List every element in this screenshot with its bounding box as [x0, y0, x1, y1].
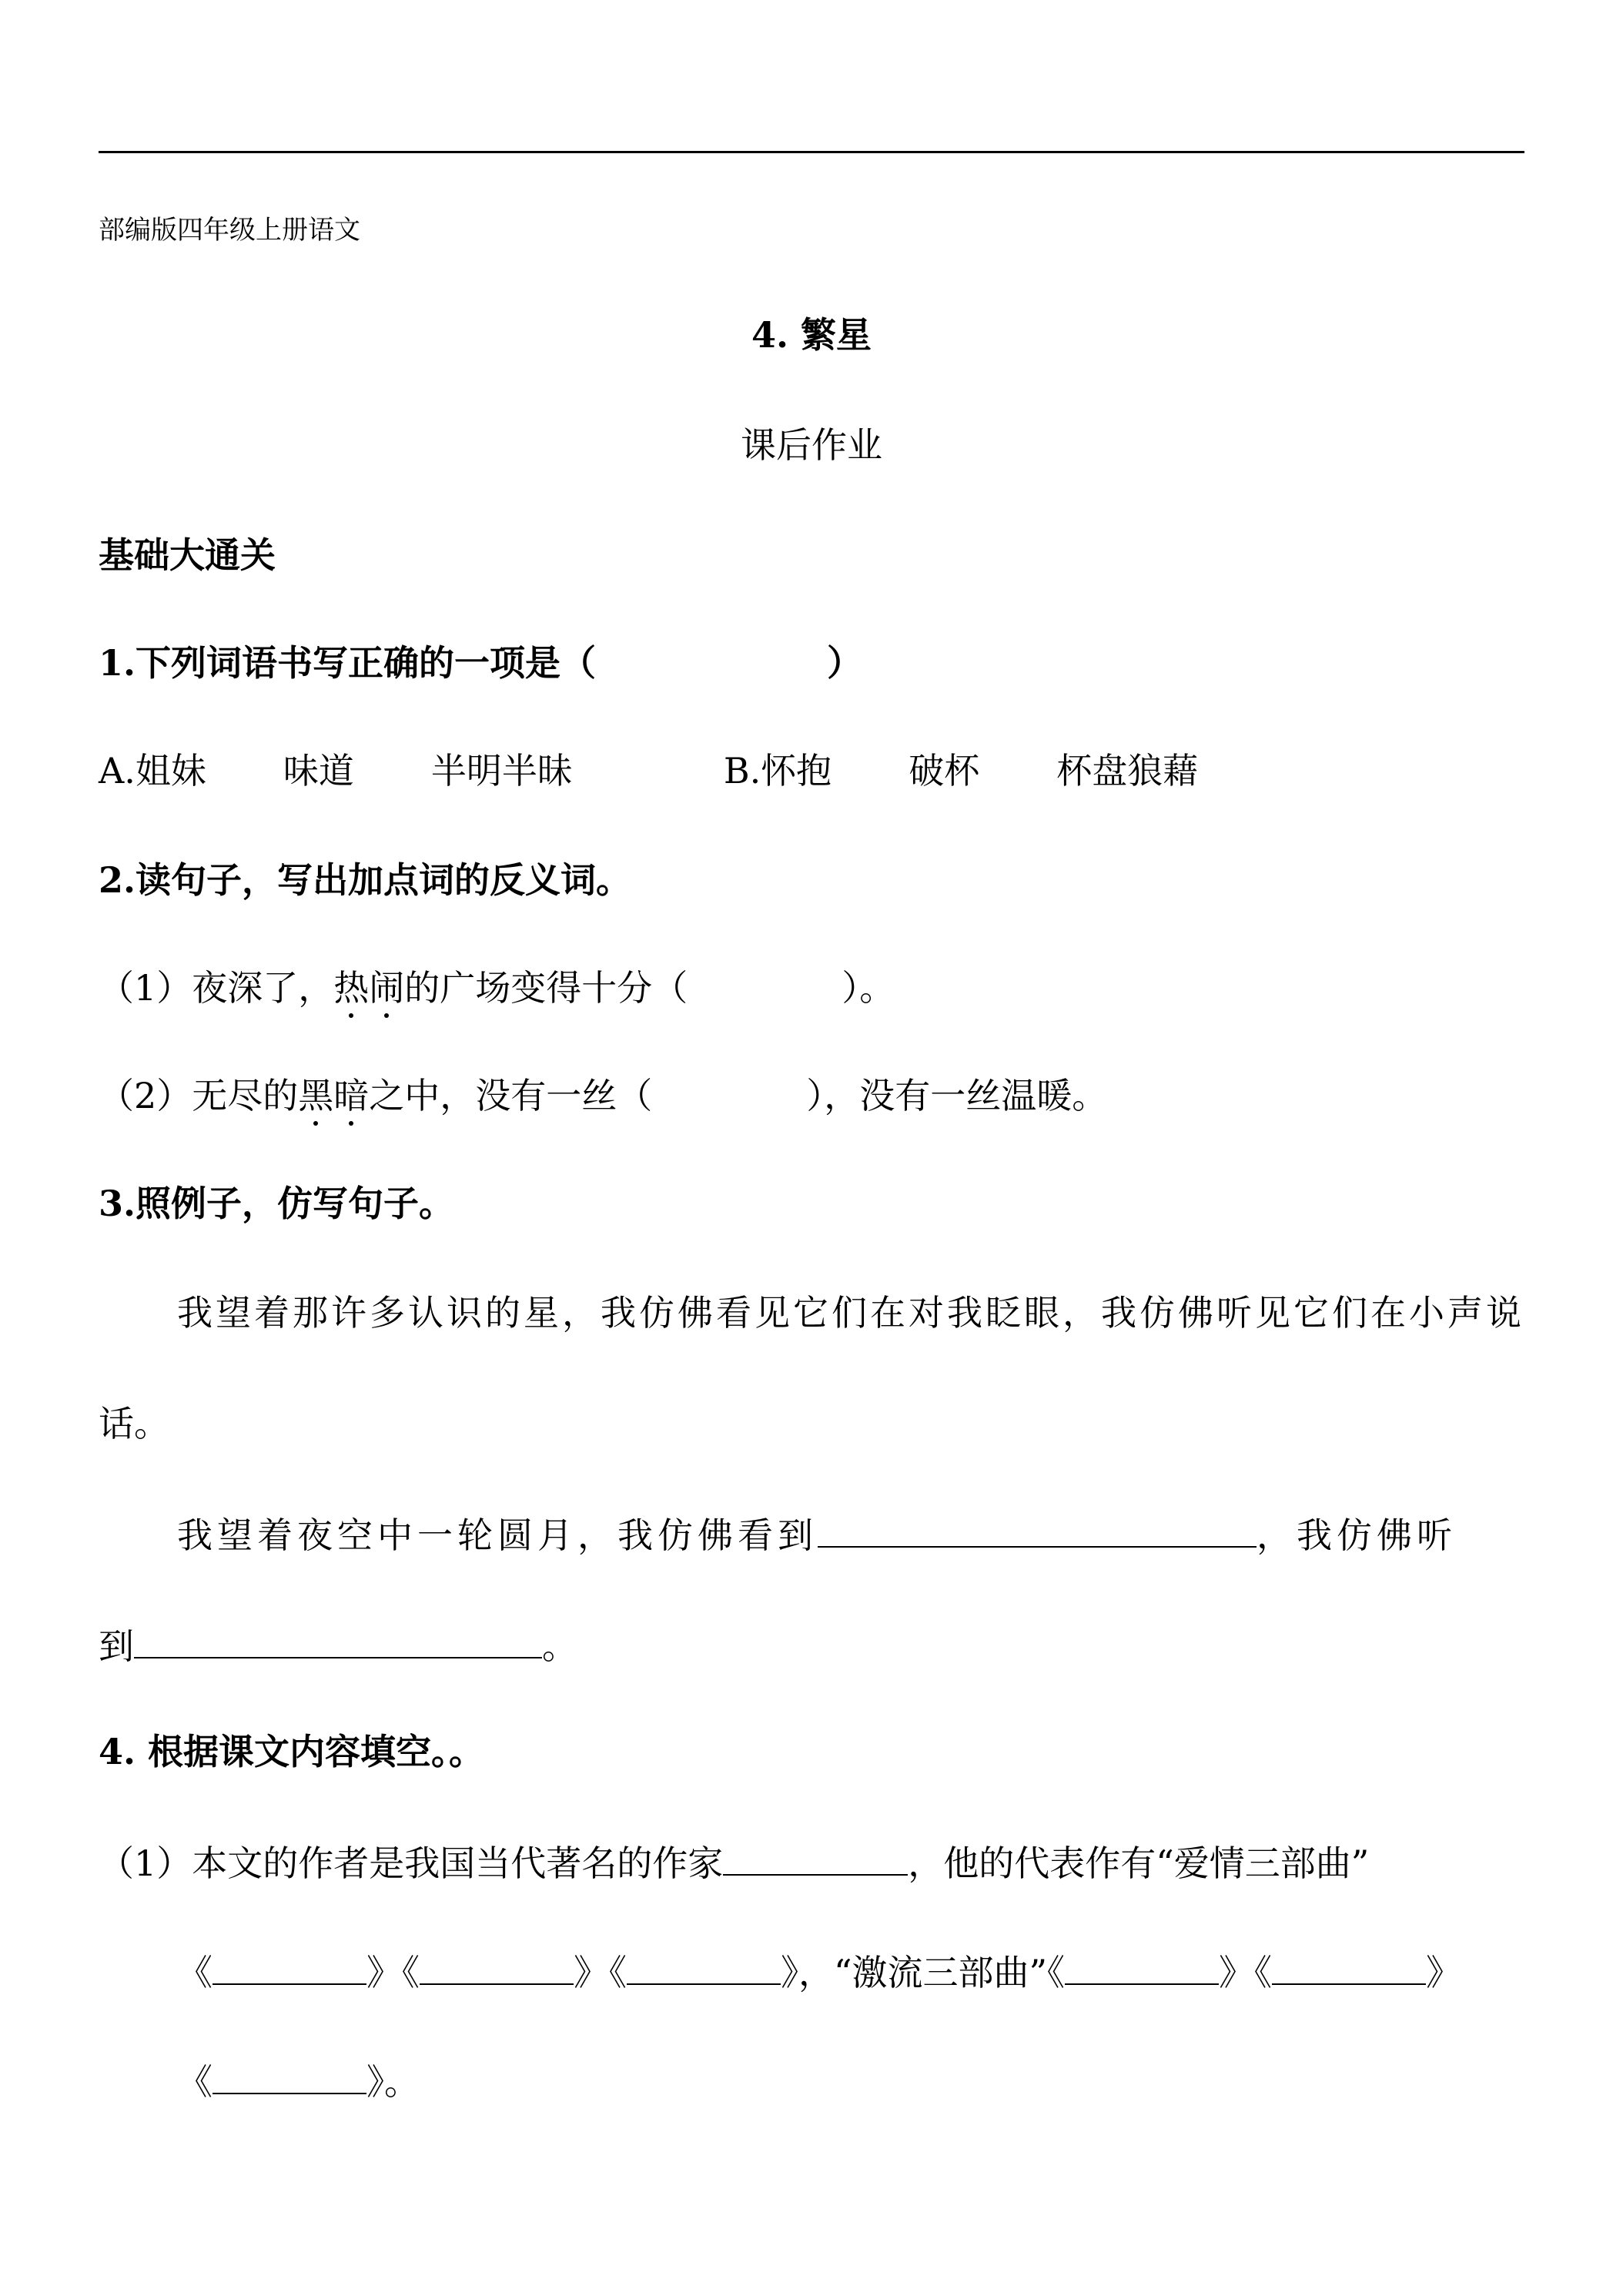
q4-author-blank[interactable] [723, 1843, 908, 1876]
q4-part-1-line-3: 《 》。 [177, 2061, 420, 2103]
q4-stem: 4. 根据课文内容填空。。 [99, 1731, 485, 1772]
q1-option-a-word: 姐妹 [135, 750, 206, 792]
section-heading: 基础大通关 [99, 534, 276, 576]
q4-part-1-line-2: 《 》《 》《 》，“激流三部曲”《 》《 》 [177, 1952, 1462, 1993]
q2-dotted-word-1: 热闹 [333, 970, 404, 1006]
page-subtitle: 课后作业 [741, 424, 882, 466]
q3-example-line-2: 话。 [99, 1403, 169, 1444]
q2-dotted-word-2: 黑暗 [298, 1078, 369, 1113]
q1-option-a-word: 半明半昧 [430, 750, 573, 792]
q1-option-b-label: B. [723, 750, 761, 792]
q1-option-a-word: 味道 [283, 750, 354, 792]
header-rule [99, 151, 1524, 153]
emphasis-dot [313, 1121, 318, 1126]
q1-options [99, 750, 1199, 792]
emphasis-dot [349, 1121, 353, 1126]
q1-stem: 1.下列词语书写正确的一项是（ ） [99, 642, 863, 684]
q1-option-b-word: 杯盘狼藉 [1056, 750, 1199, 792]
q2-sentence-2: （2）无尽的黑暗 之中，没有一丝（ ），没有一丝温暖。 [99, 1078, 1107, 1113]
q3-answer-blank-2[interactable] [134, 1626, 542, 1658]
q4-part-1-line-1: （1）本文的作者是我国当代著名的作家 ，他的代表作有“爱情三部曲” [99, 1842, 1370, 1884]
q3-example-line-1: 我望着那许多认识的星，我仿佛看见它们在对我眨眼，我仿佛听见它们在小声说 [177, 1292, 1524, 1334]
q4-book-blank[interactable] [1272, 1953, 1426, 1985]
q2-sentence-1: （1）夜深了，热闹 的广场变得十分（ ）。 [99, 970, 895, 1006]
q1-option-b-word: 破杯 [909, 750, 980, 792]
page-title: 4. 繁星 [751, 314, 872, 356]
q1-option-b-word: 怀抱 [761, 750, 832, 792]
q1-option-a-label: A. [99, 750, 136, 792]
q4-trilogy-2-label: “激流三部曲” [834, 1952, 1048, 1993]
publisher-header: 部编版四年级上册语文 [99, 215, 360, 246]
q3-practice-line-1: 我望着夜空中一轮圆月，我仿佛看到 ，我仿佛听 [177, 1514, 1457, 1556]
q2-stem: 2.读句子，写出加点词的反义词。 [99, 859, 632, 901]
q3-stem: 3.照例子，仿写句子。 [99, 1183, 455, 1224]
q4-book-blank[interactable] [627, 1953, 781, 1985]
q3-answer-blank-1[interactable] [818, 1515, 1257, 1548]
q4-book-blank[interactable] [212, 1953, 366, 1985]
q4-book-blank[interactable] [212, 2062, 366, 2094]
q3-practice-line-2: 到 。 [99, 1625, 577, 1667]
emphasis-dot [349, 1013, 353, 1018]
q4-book-blank[interactable] [1065, 1953, 1219, 1985]
emphasis-dot [384, 1013, 389, 1018]
q4-book-blank[interactable] [420, 1953, 574, 1985]
